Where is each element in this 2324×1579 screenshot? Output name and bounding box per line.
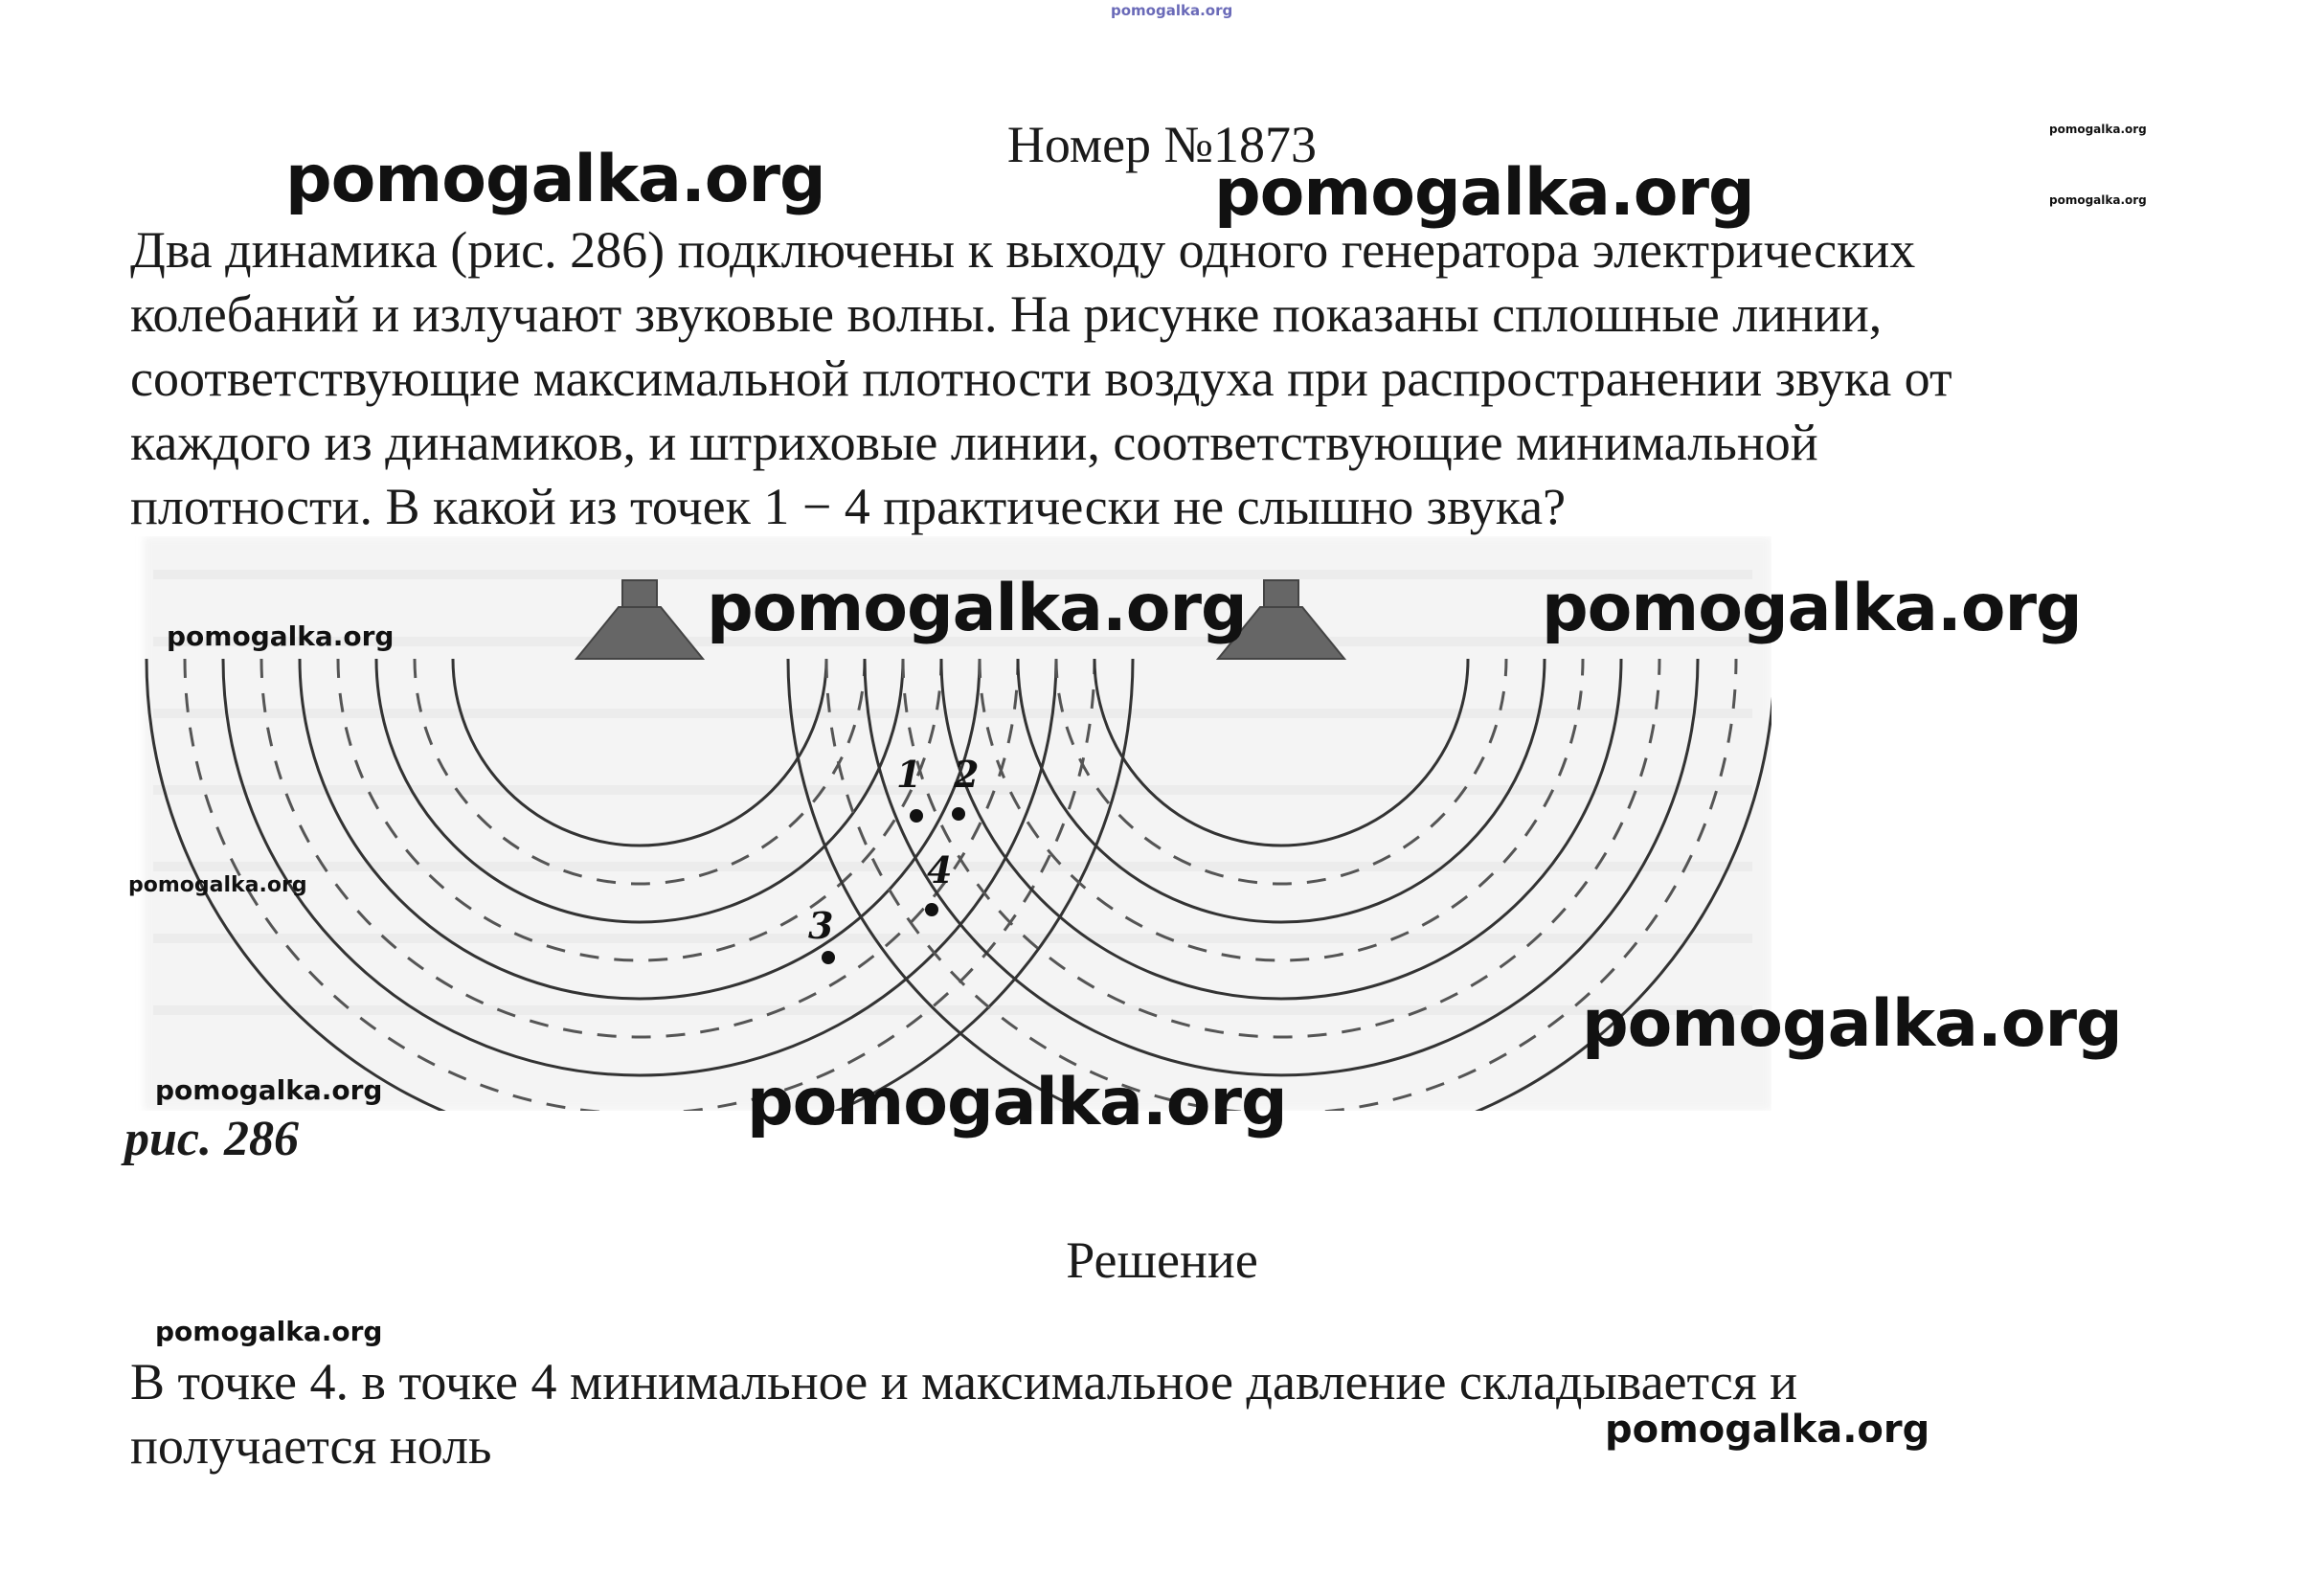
point-4-label: 4 <box>927 848 953 891</box>
point-4-marker <box>925 903 938 916</box>
solution-line: получается ноль <box>130 1417 492 1475</box>
watermark: pomogalka.org <box>1605 1408 1930 1452</box>
point-3-marker <box>822 951 835 964</box>
point-2-marker <box>952 807 965 821</box>
watermark: pomogalka.org <box>155 1316 383 1347</box>
point-1-label: 1 <box>896 753 922 796</box>
page-title: Номер №1873 <box>1006 116 1318 173</box>
watermark: pomogalka.org <box>2049 123 2147 136</box>
figure-caption: рис. 286 <box>124 1112 299 1166</box>
watermark: pomogalka.org <box>285 142 825 217</box>
point-2-label: 2 <box>954 753 980 796</box>
problem-line: каждого из динамиков, и штриховые линии, соответствующие минимальной <box>130 414 1818 471</box>
problem-line: плотности. В какой из точек 1 − 4 практически не слышно звука? <box>130 478 1567 535</box>
watermark: pomogalka.org <box>747 1065 1287 1140</box>
solution-title: Решение <box>1066 1231 1258 1289</box>
top-watermark-link[interactable]: pomogalka.org <box>1111 2 1233 19</box>
watermark: pomogalka.org <box>707 571 1247 646</box>
problem-line: Два динамика (рис. 286) подключены к выходу одного генератора электрических <box>130 221 1916 279</box>
watermark: pomogalka.org <box>128 873 307 897</box>
problem-line: колебаний и излучают звуковые волны. На рисунке показаны сплошные линии, <box>130 285 1883 343</box>
problem-text <box>130 218 2218 539</box>
point-1-marker <box>910 809 923 823</box>
problem-line: соответствующие максимальной плотности воздуха при распространении звука от <box>130 350 1952 407</box>
point-3-label: 3 <box>808 904 834 947</box>
watermark: pomogalka.org <box>1582 986 2122 1062</box>
watermark: pomogalka.org <box>155 1074 383 1106</box>
solution-line: В точке 4. в точке 4 минимальное и максимальное давление складывается и <box>130 1353 1797 1410</box>
watermark: pomogalka.org <box>2049 193 2147 207</box>
watermark: pomogalka.org <box>167 620 395 652</box>
watermark: pomogalka.org <box>1542 571 2082 646</box>
watermark: pomogalka.org <box>1214 155 1754 231</box>
